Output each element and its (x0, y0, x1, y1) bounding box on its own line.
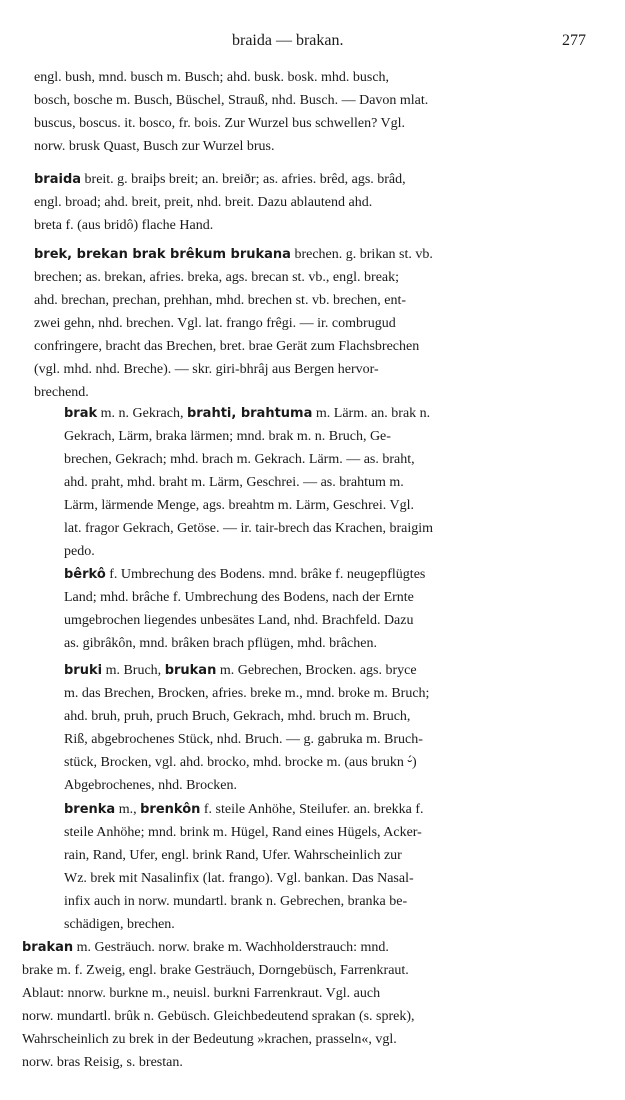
entry-line: brek, brekan brak brêkum brukana brechen. g. brikan st. vb. (34, 247, 433, 262)
entry-line: m. das Brechen, Brocken, afries. breke m., mnd. broke m. Bruch; (64, 686, 430, 701)
entry-line: norw. brusk Quast, Busch zur Wurzel brus. (34, 139, 275, 154)
entry-line: bruki m. Bruch, brukan m. Gebrechen, Brocken. ags. bryce (64, 663, 417, 678)
entry-line: ahd. brechan, prechan, prehhan, mhd. brechen st. vb. brechen, ent- (34, 293, 407, 308)
entry-line: breta f. (aus bridô) flache Hand. (34, 218, 214, 233)
entry-line: confringere, bracht das Brechen, bret. brae Gerät zum Flachsbrechen (34, 339, 420, 354)
entry-line: Ablaut: nnorw. burkne m., neuisl. burkni Farrenkraut. Vgl. auch (22, 986, 381, 1001)
entry-line: brechen; as. brekan, afries. breka, ags. brecan st. vb., engl. break; (34, 270, 400, 285)
entry-line: schädigen, brechen. (64, 917, 175, 932)
entry-line: (vgl. mhd. nhd. Breche). — skr. giri-bhrâj aus Bergen hervor- (34, 362, 379, 377)
entry-line: engl. broad; ahd. breit, preit, nhd. breit. Dazu ablautend ahd. (34, 195, 373, 210)
entry-line: brenka m., brenkôn f. steile Anhöhe, Steilufer. an. brekka f. (64, 802, 424, 817)
entry-line: braida breit. g. braiþs breit; an. breiðr; as. afries. brêd, ags. brâd, (34, 172, 406, 187)
entry-line: pedo. (64, 544, 95, 559)
entry-line: Lärm, lärmende Menge, ags. breahtm m. Lärm, Geschrei. Vgl. (64, 498, 415, 513)
entry-line: infix auch in norw. mundartl. brank n. Gebrechen, branka be- (64, 894, 408, 909)
entry-line: rain, Rand, Ufer, engl. brink Rand, Ufer. Wahrscheinlich zur (64, 848, 402, 863)
entry-line: brak m. n. Gekrach, brahti, brahtuma m. Lärm. an. brak n. (64, 406, 431, 421)
entry-line: Wahrscheinlich zu brek in der Bedeutung »krachen, prasseln«, vgl. (22, 1032, 397, 1047)
entry-line: Riß, abgebrochenes Stück, nhd. Bruch. — g. gabruka m. Bruch- (64, 732, 423, 747)
entry-line: Wz. brek mit Nasalinfix (lat. frango). Vgl. bankan. Das Nasal- (64, 871, 414, 886)
entry-line: norw. mundartl. brûk n. Gebüsch. Gleichbedeutend sprakan (s. sprek), (22, 1009, 415, 1024)
entry-line: lat. fragor Gekrach, Getöse. — ir. tair-brech das Krachen, braigim (64, 521, 434, 536)
page-header (0, 32, 625, 54)
entry-line: bosch, bosche m. Busch, Büschel, Strauß, nhd. Busch. — Davon mlat. (34, 93, 429, 108)
entry-line: bêrkô f. Umbrechung des Bodens. mnd. brâke f. neugepflügtes (64, 567, 426, 582)
entry-line: buscus, boscus. it. bosco, fr. bois. Zur Wurzel bus schwellen? Vgl. (34, 116, 406, 131)
entry-line: engl. bush, mnd. busch m. Busch; ahd. busk. bosk. mhd. busch, (34, 70, 390, 85)
page-number: 277 (562, 32, 586, 49)
entry-line: brake m. f. Zweig, engl. brake Gesträuch, Dorngebüsch, Farrenkraut. (22, 963, 409, 978)
entry-line: Abgebrochenes, nhd. Brocken. (64, 778, 238, 793)
entry-line: steile Anhöhe; mnd. brink m. Hügel, Rand eines Hügels, Acker- (64, 825, 422, 840)
entry-line: Land; mhd. brâche f. Umbrechung des Bodens, nach der Ernte (64, 590, 414, 605)
entry-line: ahd. bruh, pruh, pruch Bruch, Gekrach, mhd. bruch m. Bruch, (64, 709, 411, 724)
entry-line: umgebrochen liegendes unbesätes Land, nhd. Brachfeld. Dazu (64, 613, 414, 628)
entry-line: brechend. (34, 385, 89, 400)
entry-line: brakan m. Gesträuch. norw. brake m. Wachholderstrauch: mnd. (22, 940, 389, 955)
entry-line: stück, Brocken, vgl. ahd. brocko, mhd. brocke m. (aus brukn ⏑́) (64, 755, 417, 770)
running-head: braida — brakan. (232, 32, 344, 49)
entry-line: as. gibrâkôn, mnd. brâken brach pflügen, mhd. brâchen. (64, 636, 377, 651)
entry-line: zwei gehn, nhd. brechen. Vgl. lat. frango frêgi. — ir. combrugud (34, 316, 396, 331)
entry-line: norw. bras Reisig, s. brestan. (22, 1055, 183, 1070)
entry-line: brechen, Gekrach; mhd. brach m. Gekrach. Lärm. — as. braht, (64, 452, 415, 467)
entry-line: Gekrach, Lärm, braka lärmen; mnd. brak m. n. Bruch, Ge- (64, 429, 391, 444)
entry-line: ahd. praht, mhd. braht m. Lärm, Geschrei. — as. brahtum m. (64, 475, 404, 490)
